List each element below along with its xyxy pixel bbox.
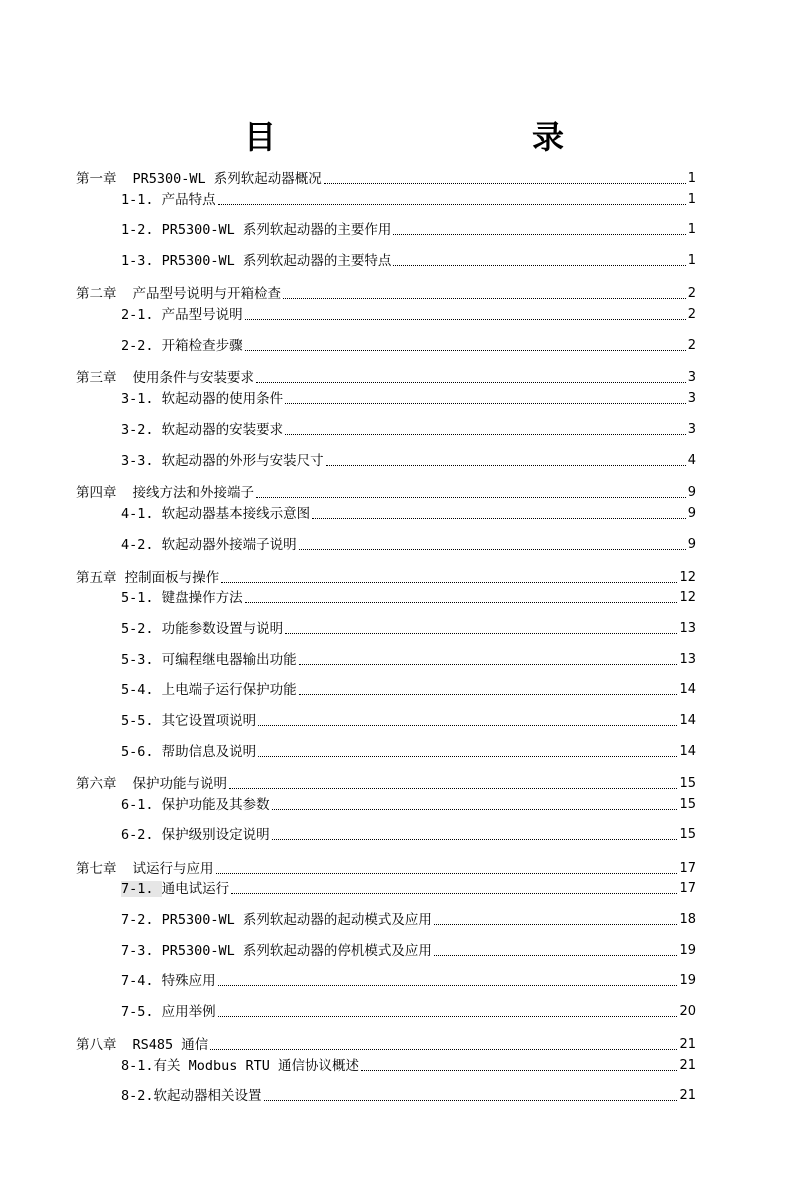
toc-entry-number: 4-2. [121, 537, 154, 553]
toc-entry-number: 7-3. [121, 943, 154, 959]
toc-entry-ch6[interactable] [76, 773, 696, 793]
dot-leader [245, 349, 686, 351]
toc-entry-title: PR5300-WL 系列软起动器的起动模式及应用 [161, 912, 432, 928]
dot-leader [264, 1099, 678, 1101]
dot-leader [231, 892, 677, 894]
toc-entry-page: 9 [687, 485, 696, 500]
toc-entry-number: 5-4. [121, 682, 154, 698]
toc-entry-8-2[interactable] [121, 1085, 696, 1105]
dot-leader [218, 984, 678, 986]
toc-entry-title: 软起动器的外形与安装尺寸 [161, 453, 324, 469]
toc-entry-title: 软起动器基本接线示意图 [161, 506, 311, 522]
toc-entry-title: 有关 Modbus RTU 通信协议概述 [153, 1058, 360, 1074]
toc-entry-page: 1 [687, 253, 696, 268]
toc-entry-ch3[interactable] [76, 367, 696, 387]
toc-entry-5-6[interactable] [121, 741, 696, 761]
toc-entry-number: 4-1. [121, 506, 154, 522]
toc-entry-7-1[interactable] [121, 878, 696, 898]
dot-leader [324, 182, 686, 184]
toc-entry-page: 2 [687, 307, 696, 322]
toc-entry-ch1[interactable] [76, 168, 696, 188]
toc-entry-8-1[interactable] [121, 1055, 696, 1075]
toc-entry-number: 1-2. [121, 222, 154, 238]
toc-entry-number: 7-2. [121, 912, 154, 928]
toc-entry-title: 特殊应用 [161, 973, 216, 989]
toc-entry-page: 17 [679, 861, 696, 876]
toc-entry-number: 第八章 [76, 1037, 117, 1053]
toc-entry-title: 软起动器外接端子说明 [161, 537, 297, 553]
toc-entry-title: 其它设置项说明 [161, 713, 257, 729]
dot-leader [285, 632, 677, 634]
toc-entry-page: 15 [679, 827, 696, 842]
toc-entry-title: 产品型号说明 [161, 307, 243, 323]
dot-leader [245, 601, 678, 603]
toc-entry-5-4[interactable] [121, 679, 696, 699]
toc-entry-page: 18 [679, 912, 696, 927]
toc-entry-title: 应用举例 [161, 1004, 216, 1020]
toc-entry-title: 软起动器相关设置 [153, 1088, 262, 1104]
toc-entry-title: RS485 通信 [132, 1037, 209, 1053]
toc-entry-number: 3-3. [121, 453, 154, 469]
toc-entry-number: 1-3. [121, 253, 154, 269]
toc-entry-page: 2 [687, 338, 696, 353]
dot-leader [393, 233, 685, 235]
dot-leader [326, 464, 686, 466]
toc-entry-title: 开箱检查步骤 [161, 338, 243, 354]
toc-entry-3-2[interactable] [121, 419, 696, 439]
toc-entry-number: 第三章 [76, 370, 117, 386]
dot-leader [272, 838, 678, 840]
toc-entry-ch7[interactable] [76, 858, 696, 878]
toc-entry-title: 可编程继电器输出功能 [161, 652, 297, 668]
dot-leader [258, 755, 677, 757]
dot-leader [285, 402, 686, 404]
toc-entry-page: 13 [679, 652, 696, 667]
toc-entry-ch4[interactable] [76, 482, 696, 502]
toc-entry-page: 15 [679, 776, 696, 791]
toc-entry-title: 保护级别设定说明 [161, 827, 270, 843]
toc-entry-ch5[interactable] [76, 567, 696, 587]
toc-entry-5-5[interactable] [121, 710, 696, 730]
toc-entry-1-2[interactable] [121, 219, 696, 239]
dot-leader [256, 381, 686, 383]
toc-entry-1-1[interactable] [121, 189, 696, 209]
toc-entry-number: 6-1. [121, 797, 154, 813]
toc-entry-page: 14 [679, 744, 696, 759]
dot-leader [256, 496, 686, 498]
dot-leader [221, 581, 677, 583]
toc-entry-page: 19 [679, 973, 696, 988]
toc-entry-7-2[interactable] [121, 909, 696, 929]
toc-entry-page: 1 [687, 192, 696, 207]
toc-entry-page: 20 [679, 1004, 696, 1019]
dot-leader [285, 433, 686, 435]
toc-entry-number: 2-1. [121, 307, 154, 323]
toc-entry-5-1[interactable] [121, 587, 696, 607]
toc-entry-page: 14 [679, 682, 696, 697]
toc-entry-number: 第七章 [76, 861, 117, 877]
dot-leader [218, 203, 686, 205]
toc-entry-page: 21 [679, 1037, 696, 1052]
toc-entry-number: 7-1. [121, 881, 154, 897]
toc-entry-page: 3 [687, 391, 696, 406]
toc-entry-title: 产品型号说明与开箱检查 [132, 286, 281, 302]
dot-leader [210, 1048, 677, 1050]
toc-entry-title: 功能参数设置与说明 [161, 621, 284, 637]
toc-entry-number: 5-3. [121, 652, 154, 668]
toc-entry-7-4[interactable] [121, 970, 696, 990]
toc-entry-title: 产品特点 [161, 192, 216, 208]
toc-entry-number: 第二章 [76, 286, 117, 302]
dot-leader [434, 923, 678, 925]
toc-entry-number: 5-1. [121, 590, 154, 606]
toc-entry-number: 5-6. [121, 744, 154, 760]
toc-entry-2-2[interactable] [121, 335, 696, 355]
toc-entry-page: 2 [687, 286, 696, 301]
toc-entry-4-2[interactable] [121, 534, 696, 554]
toc-entry-2-1[interactable] [121, 304, 696, 324]
toc-entry-number: 1-1. [121, 192, 154, 208]
toc-entry-page: 3 [687, 422, 696, 437]
dot-leader [245, 318, 686, 320]
toc-entry-4-1[interactable] [121, 503, 696, 523]
toc-entry-title: 保护功能与说明 [132, 776, 227, 792]
toc-entry-page: 3 [687, 370, 696, 385]
toc-entry-number: 第五章 [76, 570, 117, 586]
toc-entry-title: 软起动器的安装要求 [161, 422, 284, 438]
toc-entry-3-1[interactable] [121, 388, 696, 408]
dot-leader [299, 693, 678, 695]
toc-entry-6-2[interactable] [121, 824, 696, 844]
toc-entry-page: 9 [687, 506, 696, 521]
dot-leader [299, 663, 678, 665]
toc-entry-title: PR5300-WL 系列软起动器的停机模式及应用 [161, 943, 432, 959]
toc-entry-title: 控制面板与操作 [124, 570, 220, 586]
toc-entry-ch2[interactable] [76, 283, 696, 303]
toc-entry-6-1[interactable] [121, 794, 696, 814]
toc-entry-page: 14 [679, 713, 696, 728]
toc-entry-number: 7-4. [121, 973, 154, 989]
toc-entry-title: 上电端子运行保护功能 [161, 682, 297, 698]
toc-entry-page: 1 [687, 171, 696, 186]
toc-entry-3-3[interactable] [121, 450, 696, 470]
toc-entry-page: 1 [687, 222, 696, 237]
toc-entry-7-3[interactable] [121, 940, 696, 960]
toc-entry-number: 3-2. [121, 422, 154, 438]
dot-leader [361, 1069, 677, 1071]
toc-entry-page: 12 [679, 590, 696, 605]
toc-entry-title: 使用条件与安装要求 [132, 370, 254, 386]
toc-entry-number: 8-2. [121, 1088, 154, 1104]
toc-entry-page: 21 [679, 1088, 696, 1103]
toc-entry-page: 13 [679, 621, 696, 636]
toc-entry-title: 软起动器的使用条件 [161, 391, 284, 407]
toc-entry-number: 7-5. [121, 1004, 154, 1020]
dot-leader [434, 954, 678, 956]
toc-entry-number: 5-5. [121, 713, 154, 729]
toc-entry-title: 保护功能及其参数 [161, 797, 270, 813]
toc-entry-number: 5-2. [121, 621, 154, 637]
dot-leader [229, 787, 677, 789]
toc-entry-number: 第一章 [76, 171, 117, 187]
toc-entry-page: 21 [679, 1058, 696, 1073]
dot-leader [312, 517, 686, 519]
toc-entry-number: 第四章 [76, 485, 117, 501]
toc-entry-title: 接线方法和外接端子 [132, 485, 254, 501]
toc-entry-page: 9 [687, 537, 696, 552]
toc-entry-number: 第六章 [76, 776, 117, 792]
toc-entry-page: 12 [679, 570, 696, 585]
toc-entry-title: PR5300-WL 系列软起动器的主要作用 [161, 222, 392, 238]
dot-leader [258, 724, 677, 726]
dot-leader [393, 264, 685, 266]
toc-entry-number: 6-2. [121, 827, 154, 843]
page-title: 目 录 [243, 118, 628, 156]
toc-entry-title: PR5300-WL 系列软起动器的主要特点 [161, 253, 392, 269]
toc-entry-7-5[interactable] [121, 1001, 696, 1021]
toc-entry-number: 2-2. [121, 338, 154, 354]
toc-entry-ch8[interactable] [76, 1034, 696, 1054]
dot-leader [216, 872, 678, 874]
dot-leader [299, 548, 686, 550]
toc-entry-5-3[interactable] [121, 649, 696, 669]
dot-leader [283, 297, 686, 299]
toc-entry-title: PR5300-WL 系列软起动器概况 [132, 171, 322, 187]
toc-entry-title: 帮助信息及说明 [161, 744, 257, 760]
toc-entry-number: 3-1. [121, 391, 154, 407]
toc-entry-1-3[interactable] [121, 250, 696, 270]
toc-entry-page: 17 [679, 881, 696, 896]
dot-leader [272, 808, 678, 810]
toc-entry-page: 4 [687, 453, 696, 468]
toc-entry-page: 19 [679, 943, 696, 958]
toc-entry-5-2[interactable] [121, 618, 696, 638]
toc-entry-page: 15 [679, 797, 696, 812]
toc-entry-title: 试运行与应用 [132, 861, 214, 877]
dot-leader [218, 1015, 678, 1017]
toc-entry-title: 键盘操作方法 [161, 590, 243, 606]
toc-entry-title: 通电试运行 [161, 881, 230, 897]
toc-entry-number: 8-1. [121, 1058, 154, 1074]
